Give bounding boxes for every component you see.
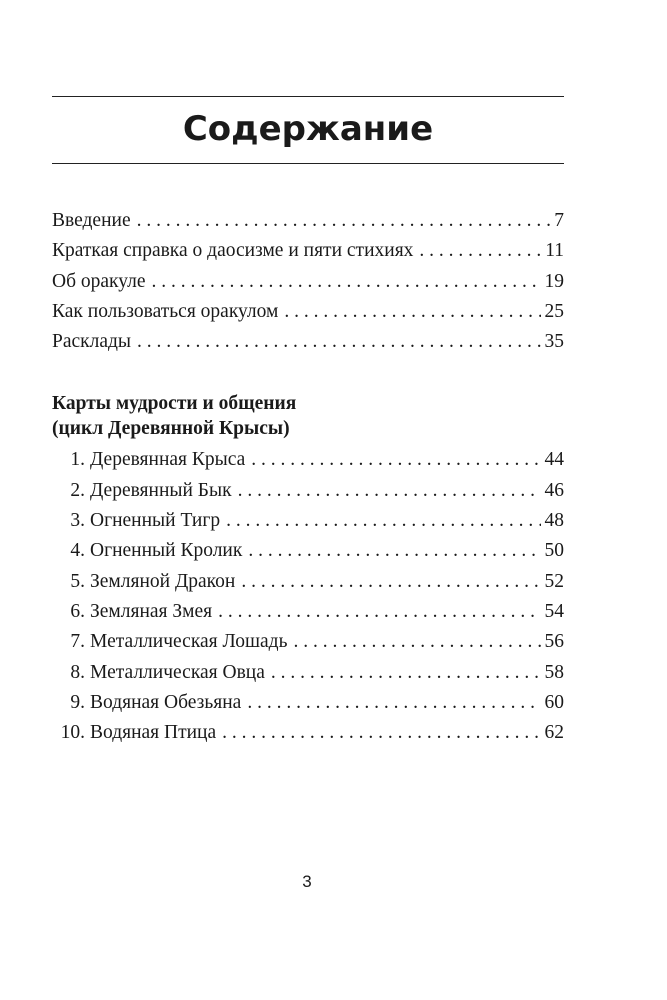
bottom-rule — [52, 163, 564, 164]
dot-leader — [284, 297, 540, 327]
toc-entry-spreads[interactable] — [52, 327, 564, 357]
card-page: 54 — [544, 600, 564, 622]
card-page: 48 — [544, 510, 564, 532]
card-label: Металлическая Лошадь — [90, 631, 288, 653]
toc-entry-introduction[interactable] — [52, 206, 564, 236]
toc-entry-label: Краткая справка о даосизме и пяти стихиях — [52, 240, 414, 262]
dot-leader — [247, 688, 540, 718]
section-heading-line-1: Карты мудрости и общения — [52, 393, 297, 415]
toc-entry-label: Расклады — [52, 331, 132, 353]
dot-leader — [222, 718, 540, 748]
toc-entry-page: 35 — [544, 331, 564, 353]
card-label: Огненный Тигр — [90, 510, 221, 532]
card-page: 60 — [544, 691, 564, 713]
card-label: Металлическая Овца — [90, 661, 265, 683]
toc-entry-label: Как пользоваться оракулом — [52, 300, 279, 322]
card-label: Водяная Обезьяна — [90, 691, 242, 713]
card-label: Земляной Дракон — [90, 570, 236, 592]
card-number: 7. — [70, 631, 85, 653]
card-number: 8. — [70, 661, 85, 683]
toc-card-entry[interactable] — [52, 506, 564, 536]
toc-entry-label: Введение — [52, 210, 131, 231]
table-of-contents — [52, 206, 564, 748]
toc-entry-page: 7 — [554, 210, 564, 231]
dot-leader — [419, 236, 541, 266]
toc-card-entry[interactable] — [52, 718, 564, 748]
card-number: 9. — [70, 691, 85, 713]
toc-card-entry[interactable] — [52, 445, 564, 475]
toc-card-entry[interactable] — [52, 597, 564, 627]
toc-entry-page: 11 — [545, 240, 564, 262]
page-number: 3 — [302, 872, 312, 891]
toc-card-entry[interactable] — [52, 536, 564, 566]
card-number: 1. — [70, 449, 85, 471]
dot-leader — [218, 597, 540, 627]
card-label: Водяная Птица — [90, 722, 217, 744]
toc-entry-page: 19 — [544, 270, 564, 292]
card-page: 50 — [544, 540, 564, 562]
toc-card-entry[interactable] — [52, 567, 564, 597]
page-title: Содержание — [182, 109, 434, 149]
card-number: 4. — [70, 540, 85, 562]
dot-leader — [241, 567, 540, 597]
dot-leader — [226, 506, 540, 536]
top-rule — [52, 96, 564, 97]
section-heading — [52, 391, 564, 441]
dot-leader — [152, 267, 541, 297]
toc-card-entry[interactable] — [52, 688, 564, 718]
card-label: Земляная Змея — [90, 600, 213, 622]
card-number: 5. — [70, 570, 85, 592]
dot-leader — [293, 627, 540, 657]
card-number: 3. — [70, 510, 85, 532]
toc-entry-label: Об оракуле — [52, 270, 146, 292]
toc-card-entry[interactable] — [52, 658, 564, 688]
toc-card-entry[interactable] — [52, 627, 564, 657]
card-label: Огненный Кролик — [90, 540, 243, 562]
card-page: 62 — [544, 722, 564, 744]
toc-entry-page: 25 — [544, 300, 564, 322]
card-page: 56 — [544, 631, 564, 653]
card-page: 52 — [544, 570, 564, 592]
toc-card-entry[interactable] — [52, 476, 564, 506]
dot-leader — [238, 476, 541, 506]
toc-entry-about-oracle[interactable] — [52, 267, 564, 297]
card-label: Деревянный Бык — [90, 479, 232, 501]
card-page: 44 — [544, 449, 564, 471]
card-number: 2. — [70, 479, 85, 501]
toc-entry-how-to-use[interactable] — [52, 297, 564, 327]
section-heading-line-2: (цикл Деревянной Крысы) — [52, 418, 290, 440]
dot-leader — [137, 206, 551, 236]
dot-leader — [137, 327, 540, 357]
dot-leader — [248, 536, 540, 566]
card-page: 46 — [544, 479, 564, 501]
card-page: 58 — [544, 661, 564, 683]
card-number: 10. — [60, 722, 85, 744]
dot-leader — [271, 658, 541, 688]
card-label: Деревянная Крыса — [90, 449, 246, 471]
toc-entry-taoism-summary[interactable] — [52, 236, 564, 266]
card-number: 6. — [70, 600, 85, 622]
dot-leader — [251, 445, 540, 475]
